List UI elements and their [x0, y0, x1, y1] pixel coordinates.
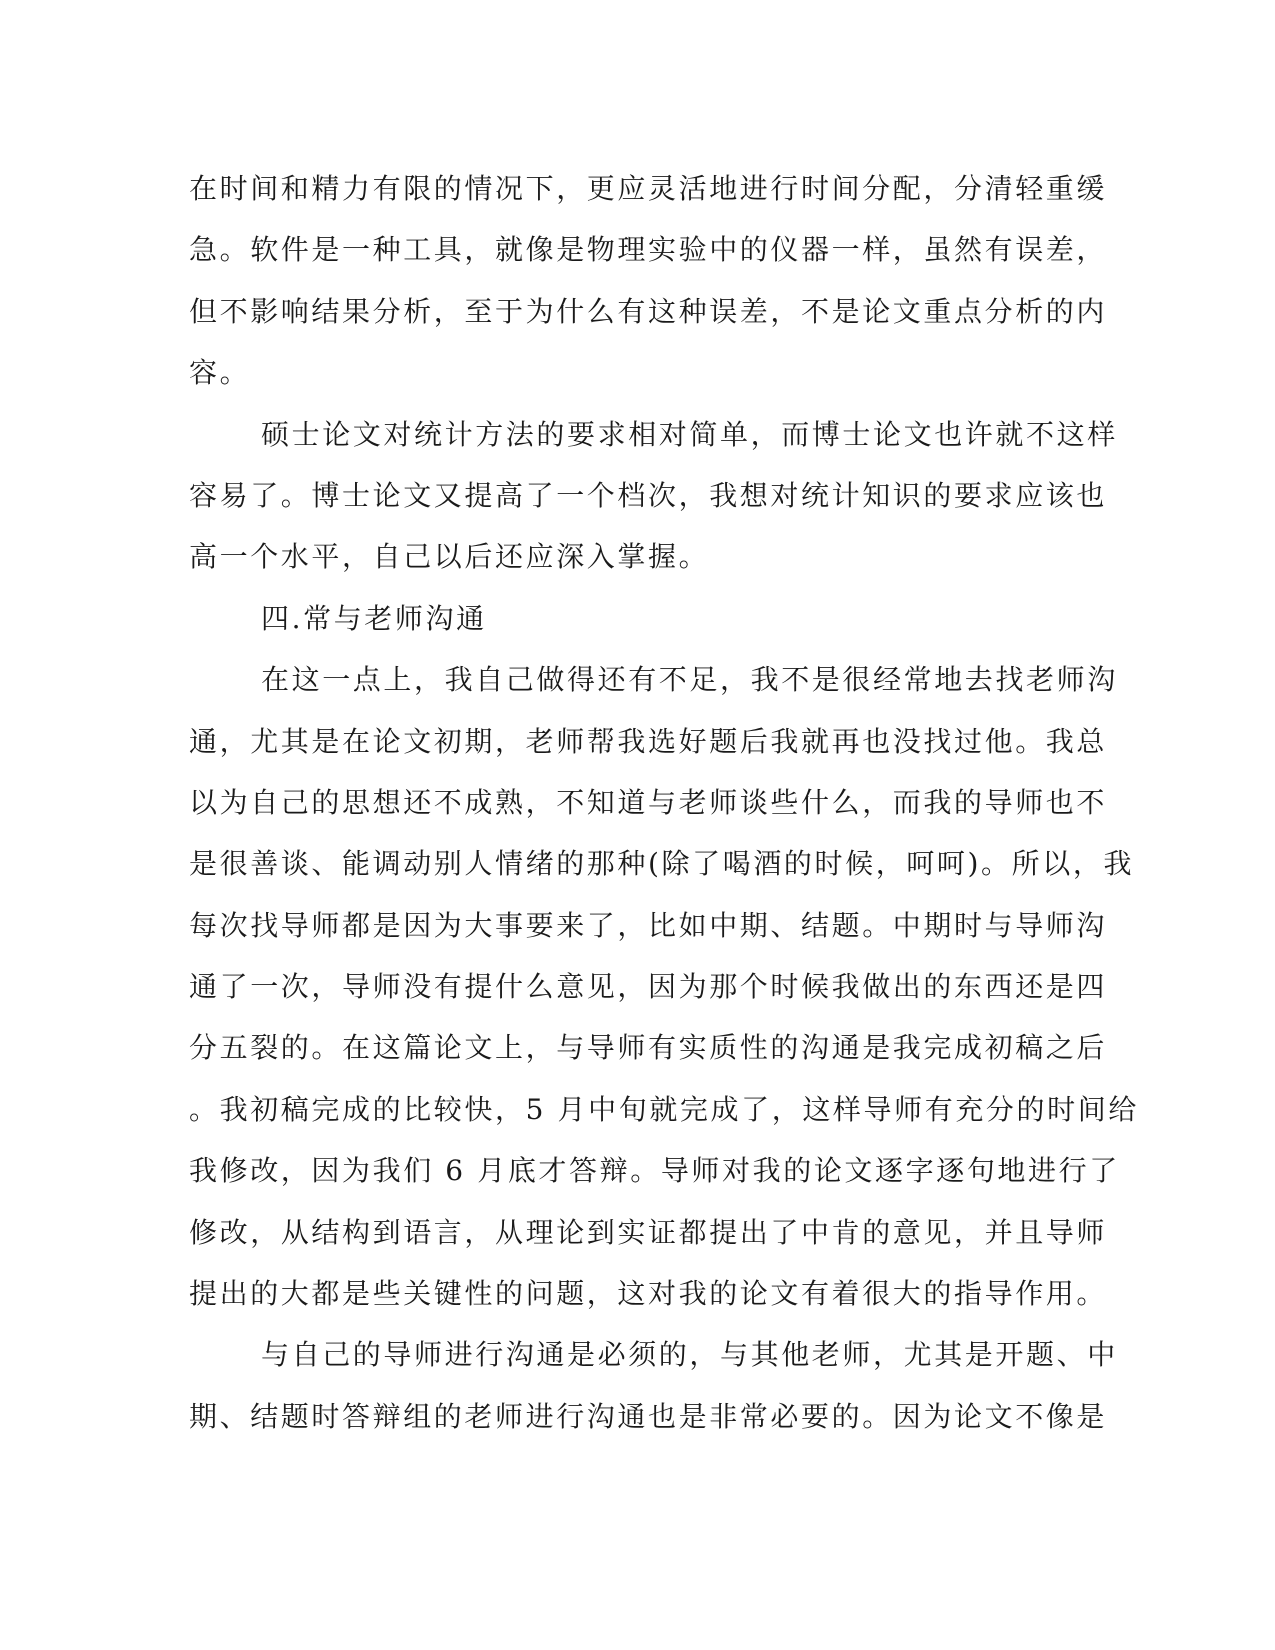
text-line: 以为自己的思想还不成熟，不知道与老师谈些什么，而我的导师也不 — [189, 785, 1108, 819]
paragraph-first-line: 与自己的导师进行沟通是必须的，与其他老师，尤其是开题、中 — [261, 1338, 1118, 1372]
text-line: 急。软件是一种工具，就像是物理实验中的仪器一样，虽然有误差， — [189, 233, 1108, 267]
text-line: 修改，从结构到语言，从理论到实证都提出了中肯的意见，并且导师 — [189, 1215, 1108, 1249]
body-text — [189, 158, 1139, 1447]
paragraph-first-line: 在这一点上，我自己做得还有不足，我不是很经常地去找老师沟 — [261, 663, 1118, 697]
text-line: 通了一次，导师没有提什么意见，因为那个时候我做出的东西还是四 — [189, 970, 1108, 1004]
paragraph-first-line: 硕士论文对统计方法的要求相对简单，而博士论文也许就不这样 — [261, 417, 1118, 451]
text-line: 在时间和精力有限的情况下，更应灵活地进行时间分配，分清轻重缓 — [189, 172, 1108, 205]
text-line: 容。 — [189, 356, 251, 390]
text-line: 容易了。博士论文又提高了一个档次，我想对统计知识的要求应该也 — [189, 478, 1108, 512]
text-line: 期、结题时答辩组的老师进行沟通也是非常必要的。因为论文不像是 — [189, 1399, 1108, 1433]
text-line: 分五裂的。在这篇论文上，与导师有实质性的沟通是我完成初稿之后 — [189, 1031, 1108, 1065]
text-line: 。我初稿完成的比较快，5 月中旬就完成了，这样导师有充分的时间给 — [189, 1092, 1139, 1126]
text-line: 提出的大都是些关键性的问题，这对我的论文有着很大的指导作用。 — [189, 1277, 1108, 1311]
text-line: 是很善谈、能调动别人情绪的那种(除了喝酒的时候，呵呵)。所以，我 — [189, 847, 1135, 881]
text-line: 通，尤其是在论文初期，老师帮我选好题后我就再也没找过他。我总 — [189, 724, 1108, 758]
text-line: 高一个水平，自己以后还应深入掌握。 — [189, 540, 710, 574]
text-line: 每次找导师都是因为大事要来了，比如中期、结题。中期时与导师沟 — [189, 908, 1108, 942]
paragraph-first-line: 四.常与老师沟通 — [261, 601, 487, 635]
text-line: 我修改，因为我们 6 月底才答辩。导师对我的论文逐字逐句地进行了 — [189, 1154, 1120, 1188]
text-line: 但不影响结果分析，至于为什么有这种误差，不是论文重点分析的内 — [189, 294, 1108, 328]
